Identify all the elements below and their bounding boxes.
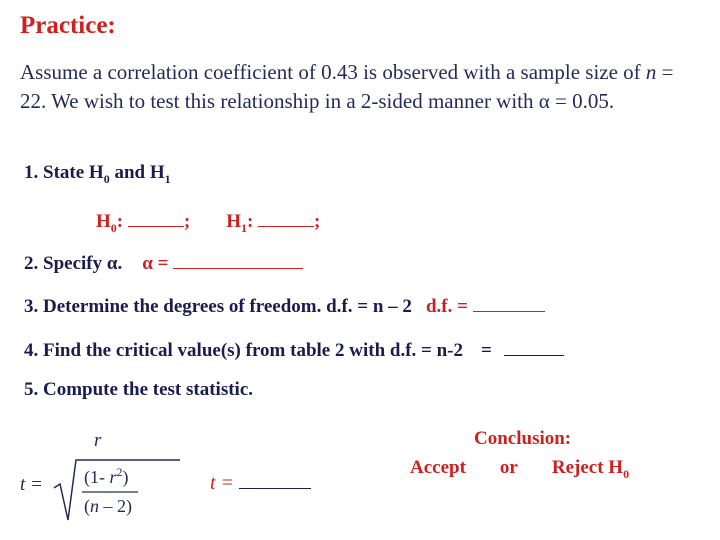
formula-t-equals: t = xyxy=(20,474,43,495)
h1-colon: : xyxy=(246,211,254,232)
h1-answer-blank[interactable] xyxy=(258,208,314,227)
reject-option[interactable]: Reject H xyxy=(551,457,624,478)
critical-equals: = xyxy=(481,340,492,361)
df-equals: d.f. = xyxy=(425,296,468,317)
h1-subscript: 1 xyxy=(164,171,171,186)
intro-text-2: = 22. We wish to test this relationship in a 2-sided manner with xyxy=(20,60,674,113)
step-1-label: 1. State H xyxy=(24,162,104,183)
formula-numerator-r: r xyxy=(94,430,102,451)
t-statistic-formula xyxy=(10,420,190,530)
alpha-value: α = 0.05. xyxy=(538,89,615,113)
step-5: 5. Compute the test statistic. xyxy=(24,379,254,400)
hypotheses-row xyxy=(96,208,320,236)
step-3-label: 3. Determine the degrees of freedom. d.f. = n – 2 xyxy=(24,296,412,317)
h0-colon: : xyxy=(116,211,124,232)
h0-label-subscript: 0 xyxy=(110,220,117,235)
conclusion-options xyxy=(410,457,629,482)
step-2-label: 2. Specify α. xyxy=(24,253,123,274)
step-1 xyxy=(24,162,171,187)
alpha-equals: α = xyxy=(142,253,169,274)
formula-inner-denominator: (n – 2) xyxy=(84,496,132,516)
t-answer-blank[interactable] xyxy=(239,470,311,489)
accept-option[interactable]: Accept xyxy=(410,457,466,478)
problem-statement xyxy=(20,58,700,116)
reject-h0-subscript: 0 xyxy=(623,466,630,481)
page-title: Practice: xyxy=(20,12,116,39)
h0-subscript: 0 xyxy=(103,171,110,186)
or-label: or xyxy=(499,457,518,478)
h1-semicolon: ; xyxy=(314,211,321,232)
formula-inner-numerator: (1- $r^2$) xyxy=(84,465,129,487)
conclusion-title: Conclusion: xyxy=(474,428,572,449)
alpha-answer-blank[interactable] xyxy=(173,250,303,269)
step-1-and: and H xyxy=(109,162,165,183)
h0-answer-blank[interactable] xyxy=(128,208,184,227)
h0-semicolon: ; xyxy=(183,211,191,232)
t-answer-label: t = xyxy=(210,472,235,494)
step-4-label: 4. Find the critical value(s) from table 2 with d.f. = n-2 xyxy=(24,340,463,361)
h1-label-subscript: 1 xyxy=(240,220,247,235)
h0-label: H xyxy=(96,211,111,232)
step-4 xyxy=(24,337,564,362)
step-3 xyxy=(24,293,545,318)
h1-label: H xyxy=(226,211,241,232)
n-variable: n xyxy=(645,60,657,84)
df-answer-blank[interactable] xyxy=(473,293,545,312)
critical-value-blank[interactable] xyxy=(504,337,564,356)
step-2 xyxy=(24,250,303,275)
intro-text-1: Assume a correlation coefficient of 0.43 is observed with a sample size of xyxy=(20,60,646,84)
t-answer-row xyxy=(210,470,311,495)
